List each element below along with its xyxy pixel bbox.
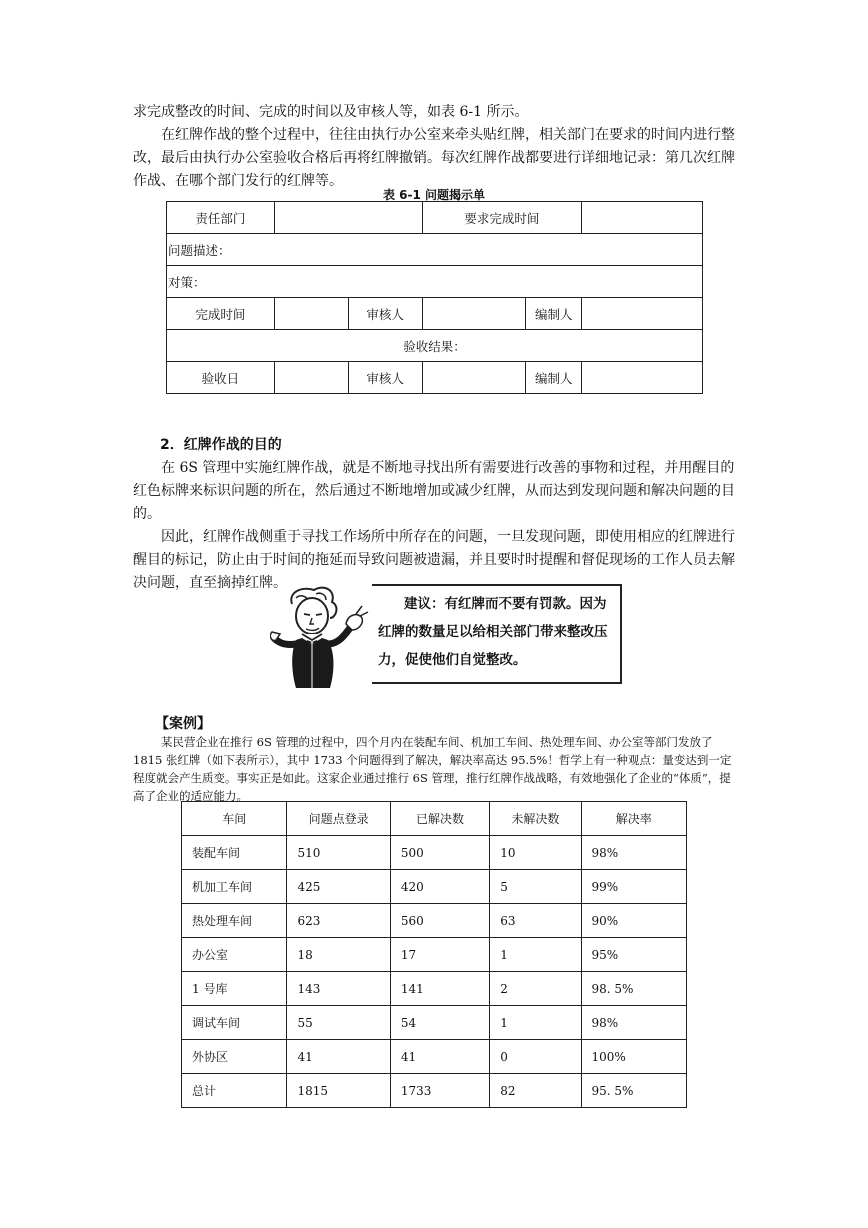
cell-solved: 420 bbox=[390, 870, 489, 904]
cell-registered: 55 bbox=[287, 1006, 390, 1040]
cell-solved: 560 bbox=[390, 904, 489, 938]
table-row bbox=[182, 836, 687, 870]
cell-unsolved: 10 bbox=[490, 836, 581, 870]
table-header-row bbox=[182, 802, 687, 836]
completion-time-field bbox=[274, 298, 348, 330]
table-row bbox=[182, 870, 687, 904]
header-unsolved: 未解决数 bbox=[490, 802, 581, 836]
cell-workshop: 热处理车间 bbox=[182, 904, 287, 938]
cell-solved: 1733 bbox=[390, 1074, 489, 1108]
cell-unsolved: 2 bbox=[490, 972, 581, 1006]
preparer-field bbox=[582, 298, 703, 330]
cell-unsolved: 82 bbox=[490, 1074, 581, 1108]
case-title: 【案例】 bbox=[155, 716, 211, 732]
cell-workshop: 调试车间 bbox=[182, 1006, 287, 1040]
acceptance-result-label: 验收结果： bbox=[167, 330, 703, 362]
section-heading: 2．红牌作战的目的 bbox=[160, 437, 282, 453]
reviewer-field bbox=[422, 298, 526, 330]
preparer-label: 编制人 bbox=[526, 298, 582, 330]
problem-desc-label: 问题描述： bbox=[167, 234, 703, 266]
acceptance-preparer-field bbox=[582, 362, 703, 394]
paragraph-focus: 因此，红牌作战侧重于寻找工作场所中所存在的问题，一旦发现问题，即使用相应的红牌进行醒目的标记，防止由于时间的拖延而导致问题被遗漏，并且要时时提醒和督促现场的工作人员去解决问题，直至摘掉红牌。 bbox=[133, 529, 735, 591]
completion-time-label: 完成时间 bbox=[167, 298, 275, 330]
cell-registered: 143 bbox=[287, 972, 390, 1006]
cell-registered: 18 bbox=[287, 938, 390, 972]
header-rate: 解决率 bbox=[581, 802, 687, 836]
cell-registered: 623 bbox=[287, 904, 390, 938]
cell-unsolved: 1 bbox=[490, 1006, 581, 1040]
acceptance-preparer-label: 编制人 bbox=[526, 362, 582, 394]
table-caption: 表 6-1 问题揭示单 bbox=[382, 188, 486, 202]
paragraph-intro: 求完成整改的时间、完成的时间以及审核人等，如表 6-1 所示。 bbox=[133, 104, 529, 120]
tip-box bbox=[372, 584, 622, 684]
acceptance-reviewer-field bbox=[422, 362, 526, 394]
cell-registered: 1815 bbox=[287, 1074, 390, 1108]
acceptance-date-label: 验收日 bbox=[167, 362, 275, 394]
cell-rate: 98% bbox=[581, 836, 687, 870]
cell-workshop: 办公室 bbox=[182, 938, 287, 972]
issue-sheet-table bbox=[166, 201, 703, 394]
cell-solved: 500 bbox=[390, 836, 489, 870]
table-row bbox=[182, 972, 687, 1006]
countermeasure-label: 对策： bbox=[167, 266, 703, 298]
cell-rate: 99% bbox=[581, 870, 687, 904]
header-solved: 已解决数 bbox=[390, 802, 489, 836]
paragraph-purpose: 在 6S 管理中实施红牌作战，就是不断地寻找出所有需要进行改善的事物和过程，并用醒目的红色标牌来标识问题的所在，然后通过不断地增加或减少红牌，从而达到发现问题和解决问题的目的。 bbox=[133, 460, 735, 522]
required-time-label: 要求完成时间 bbox=[422, 202, 582, 234]
cell-solved: 17 bbox=[390, 938, 489, 972]
cell-solved: 141 bbox=[390, 972, 489, 1006]
cell-unsolved: 63 bbox=[490, 904, 581, 938]
responsible-dept-label: 责任部门 bbox=[167, 202, 275, 234]
cell-rate: 100% bbox=[581, 1040, 687, 1074]
responsible-dept-field bbox=[274, 202, 422, 234]
header-workshop: 车间 bbox=[182, 802, 287, 836]
cell-rate: 95. 5% bbox=[581, 1074, 687, 1108]
cell-registered: 425 bbox=[287, 870, 390, 904]
cell-registered: 510 bbox=[287, 836, 390, 870]
acceptance-reviewer-label: 审核人 bbox=[348, 362, 422, 394]
table-row bbox=[182, 1006, 687, 1040]
cell-rate: 90% bbox=[581, 904, 687, 938]
cell-workshop: 总计 bbox=[182, 1074, 287, 1108]
cell-unsolved: 5 bbox=[490, 870, 581, 904]
tip-text: 建议：有红牌而不要有罚款。因为红牌的数量足以给相关部门带来整改压力，促使他们自觉整改。 bbox=[378, 596, 608, 668]
cell-workshop: 装配车间 bbox=[182, 836, 287, 870]
cartoon-advisor-illustration bbox=[270, 584, 374, 690]
cell-workshop: 1 号库 bbox=[182, 972, 287, 1006]
table-row bbox=[182, 1040, 687, 1074]
cell-rate: 95% bbox=[581, 938, 687, 972]
cell-solved: 41 bbox=[390, 1040, 489, 1074]
red-tag-stats-table bbox=[181, 801, 687, 1108]
cell-workshop: 机加工车间 bbox=[182, 870, 287, 904]
cell-rate: 98. 5% bbox=[581, 972, 687, 1006]
cell-solved: 54 bbox=[390, 1006, 489, 1040]
required-time-field bbox=[582, 202, 703, 234]
cell-unsolved: 0 bbox=[490, 1040, 581, 1074]
table-total-row bbox=[182, 1074, 687, 1108]
paragraph-process: 在红牌作战的整个过程中，往往由执行办公室来牵头贴红牌，相关部门在要求的时间内进行整改，最后由执行办公室验收合格后再将红牌撤销。每次红牌作战都要进行详细地记录：第几次红牌作战、在哪个部门发行的红牌等。 bbox=[133, 127, 735, 189]
cell-unsolved: 1 bbox=[490, 938, 581, 972]
case-text: 某民营企业在推行 6S 管理的过程中，四个月内在装配车间、机加工车间、热处理车间、办公室等部门发放了 1815 张红牌（如下表所示），其中 1733 个问题得到了解决，解决率高达 95.5%！哲学上有一种观点：量变达到一定程度就会产生质变。事实正是如此。这家企业通过推行 6S 管理，推行红牌作战战略，有效地强化了企业的“体质”，提高了企业的适应能力。 bbox=[133, 735, 732, 803]
cell-rate: 98% bbox=[581, 1006, 687, 1040]
acceptance-date-field bbox=[274, 362, 348, 394]
cell-registered: 41 bbox=[287, 1040, 390, 1074]
cell-workshop: 外协区 bbox=[182, 1040, 287, 1074]
table-row bbox=[182, 938, 687, 972]
header-registered: 问题点登录 bbox=[287, 802, 390, 836]
table-row bbox=[182, 904, 687, 938]
reviewer-label: 审核人 bbox=[348, 298, 422, 330]
